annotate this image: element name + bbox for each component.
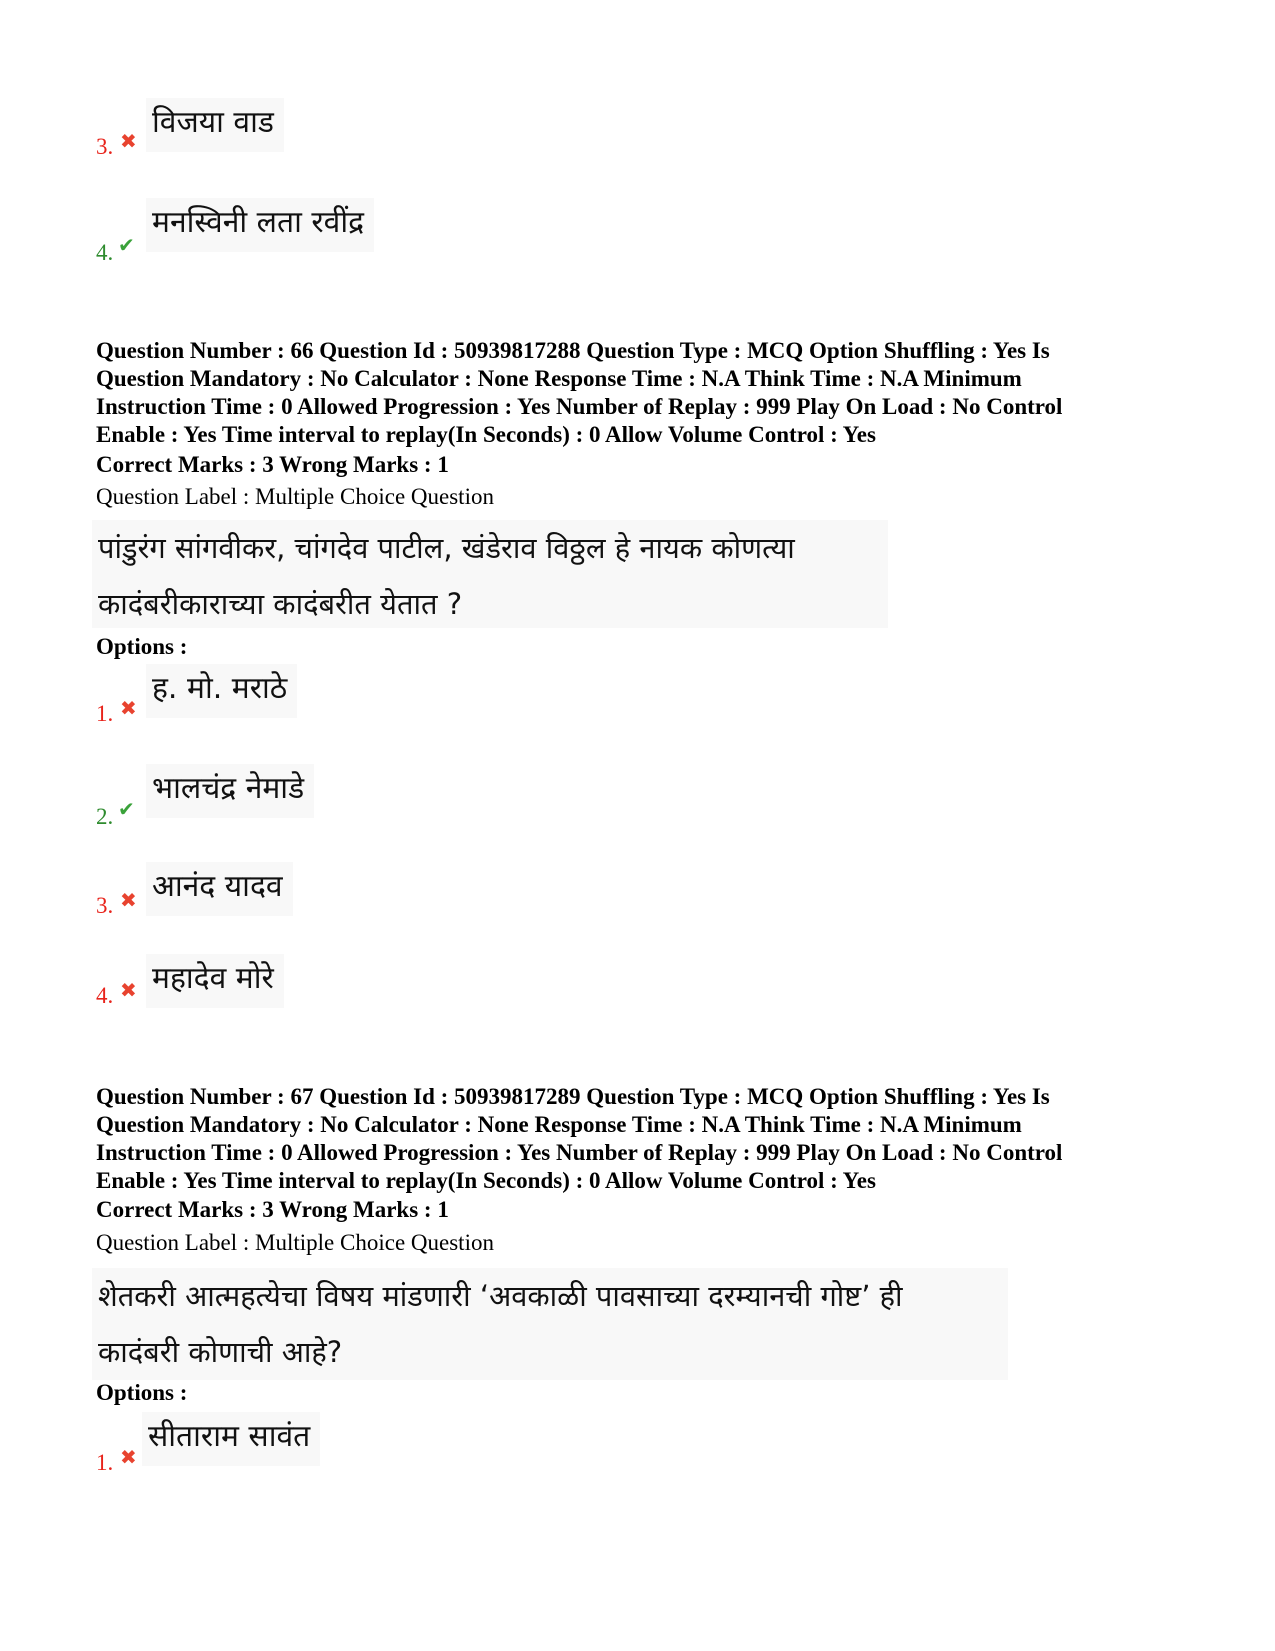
cross-icon: ✖ [120, 131, 137, 153]
option-text: ह. मो. मराठे [152, 671, 288, 706]
check-icon: ✔ [118, 799, 135, 821]
meta-line: Instruction Time : 0 Allowed Progression : Yes Number of Replay : 999 Play On Load : No Control [96, 394, 1063, 419]
option-number: 3. [96, 893, 114, 918]
cross-icon: ✖ [120, 1447, 137, 1469]
option-number: 3. [96, 134, 114, 159]
option-number: 2. [96, 804, 114, 829]
meta-line: Question Number : 66 Question Id : 50939817288 Question Type : MCQ Option Shuffling : Yes Is [96, 338, 1050, 363]
question-label: Question Label : Multiple Choice Question [96, 484, 494, 509]
option-image [146, 664, 297, 718]
option-number: 1. [96, 1450, 114, 1475]
option-text: भालचंद्र नेमाडे [152, 771, 305, 806]
options-heading: Options : [96, 1380, 188, 1405]
marks-line: Correct Marks : 3 Wrong Marks : 1 [96, 1197, 449, 1222]
question-label: Question Label : Multiple Choice Question [96, 1230, 494, 1255]
question-text-line: कादंबरीकाराच्या कादंबरीत येतात ? [98, 587, 463, 621]
question-text-line: कादंबरी कोणाची आहे? [98, 1335, 343, 1369]
option-image [146, 764, 314, 818]
marks-line: Correct Marks : 3 Wrong Marks : 1 [96, 452, 449, 477]
check-icon: ✔ [118, 235, 135, 257]
option-image [142, 1412, 320, 1466]
option-number: 1. [96, 701, 114, 726]
options-heading: Options : [96, 634, 188, 659]
option-text: मनस्विनी लता रवींद्र [152, 205, 365, 240]
meta-line: Enable : Yes Time interval to replay(In Seconds) : 0 Allow Volume Control : Yes [96, 1168, 876, 1193]
option-text: सीताराम सावंत [148, 1419, 311, 1454]
option-text: महादेव मोरे [152, 961, 274, 996]
cross-icon: ✖ [120, 890, 137, 912]
meta-line: Instruction Time : 0 Allowed Progression : Yes Number of Replay : 999 Play On Load : No Control [96, 1140, 1063, 1165]
option-text: विजया वाड [152, 105, 274, 140]
meta-line: Question Number : 67 Question Id : 50939817289 Question Type : MCQ Option Shuffling : Yes Is [96, 1084, 1050, 1109]
option-image [146, 954, 284, 1008]
question-image [92, 520, 888, 628]
cross-icon: ✖ [120, 698, 137, 720]
question-text-line: पांडुरंग सांगवीकर, चांगदेव पाटील, खंडेराव विठ्ठल हे नायक कोणत्या [98, 531, 795, 565]
meta-line: Enable : Yes Time interval to replay(In Seconds) : 0 Allow Volume Control : Yes [96, 422, 876, 447]
question-image [92, 1268, 1008, 1380]
question-text-line: शेतकरी आत्महत्येचा विषय मांडणारी ‘अवकाळी पावसाच्या दरम्यानची गोष्ट’ ही [98, 1279, 903, 1313]
question-meta [96, 337, 1196, 449]
meta-line: Question Mandatory : No Calculator : None Response Time : N.A Think Time : N.A Minimum [96, 1112, 1022, 1137]
option-image [146, 98, 284, 152]
option-text: आनंद यादव [152, 869, 283, 904]
meta-line: Question Mandatory : No Calculator : None Response Time : N.A Think Time : N.A Minimum [96, 366, 1022, 391]
option-image [146, 198, 374, 252]
option-number: 4. [96, 240, 114, 265]
option-number: 4. [96, 983, 114, 1008]
option-image [146, 862, 293, 916]
question-meta [96, 1083, 1196, 1195]
cross-icon: ✖ [120, 980, 137, 1002]
